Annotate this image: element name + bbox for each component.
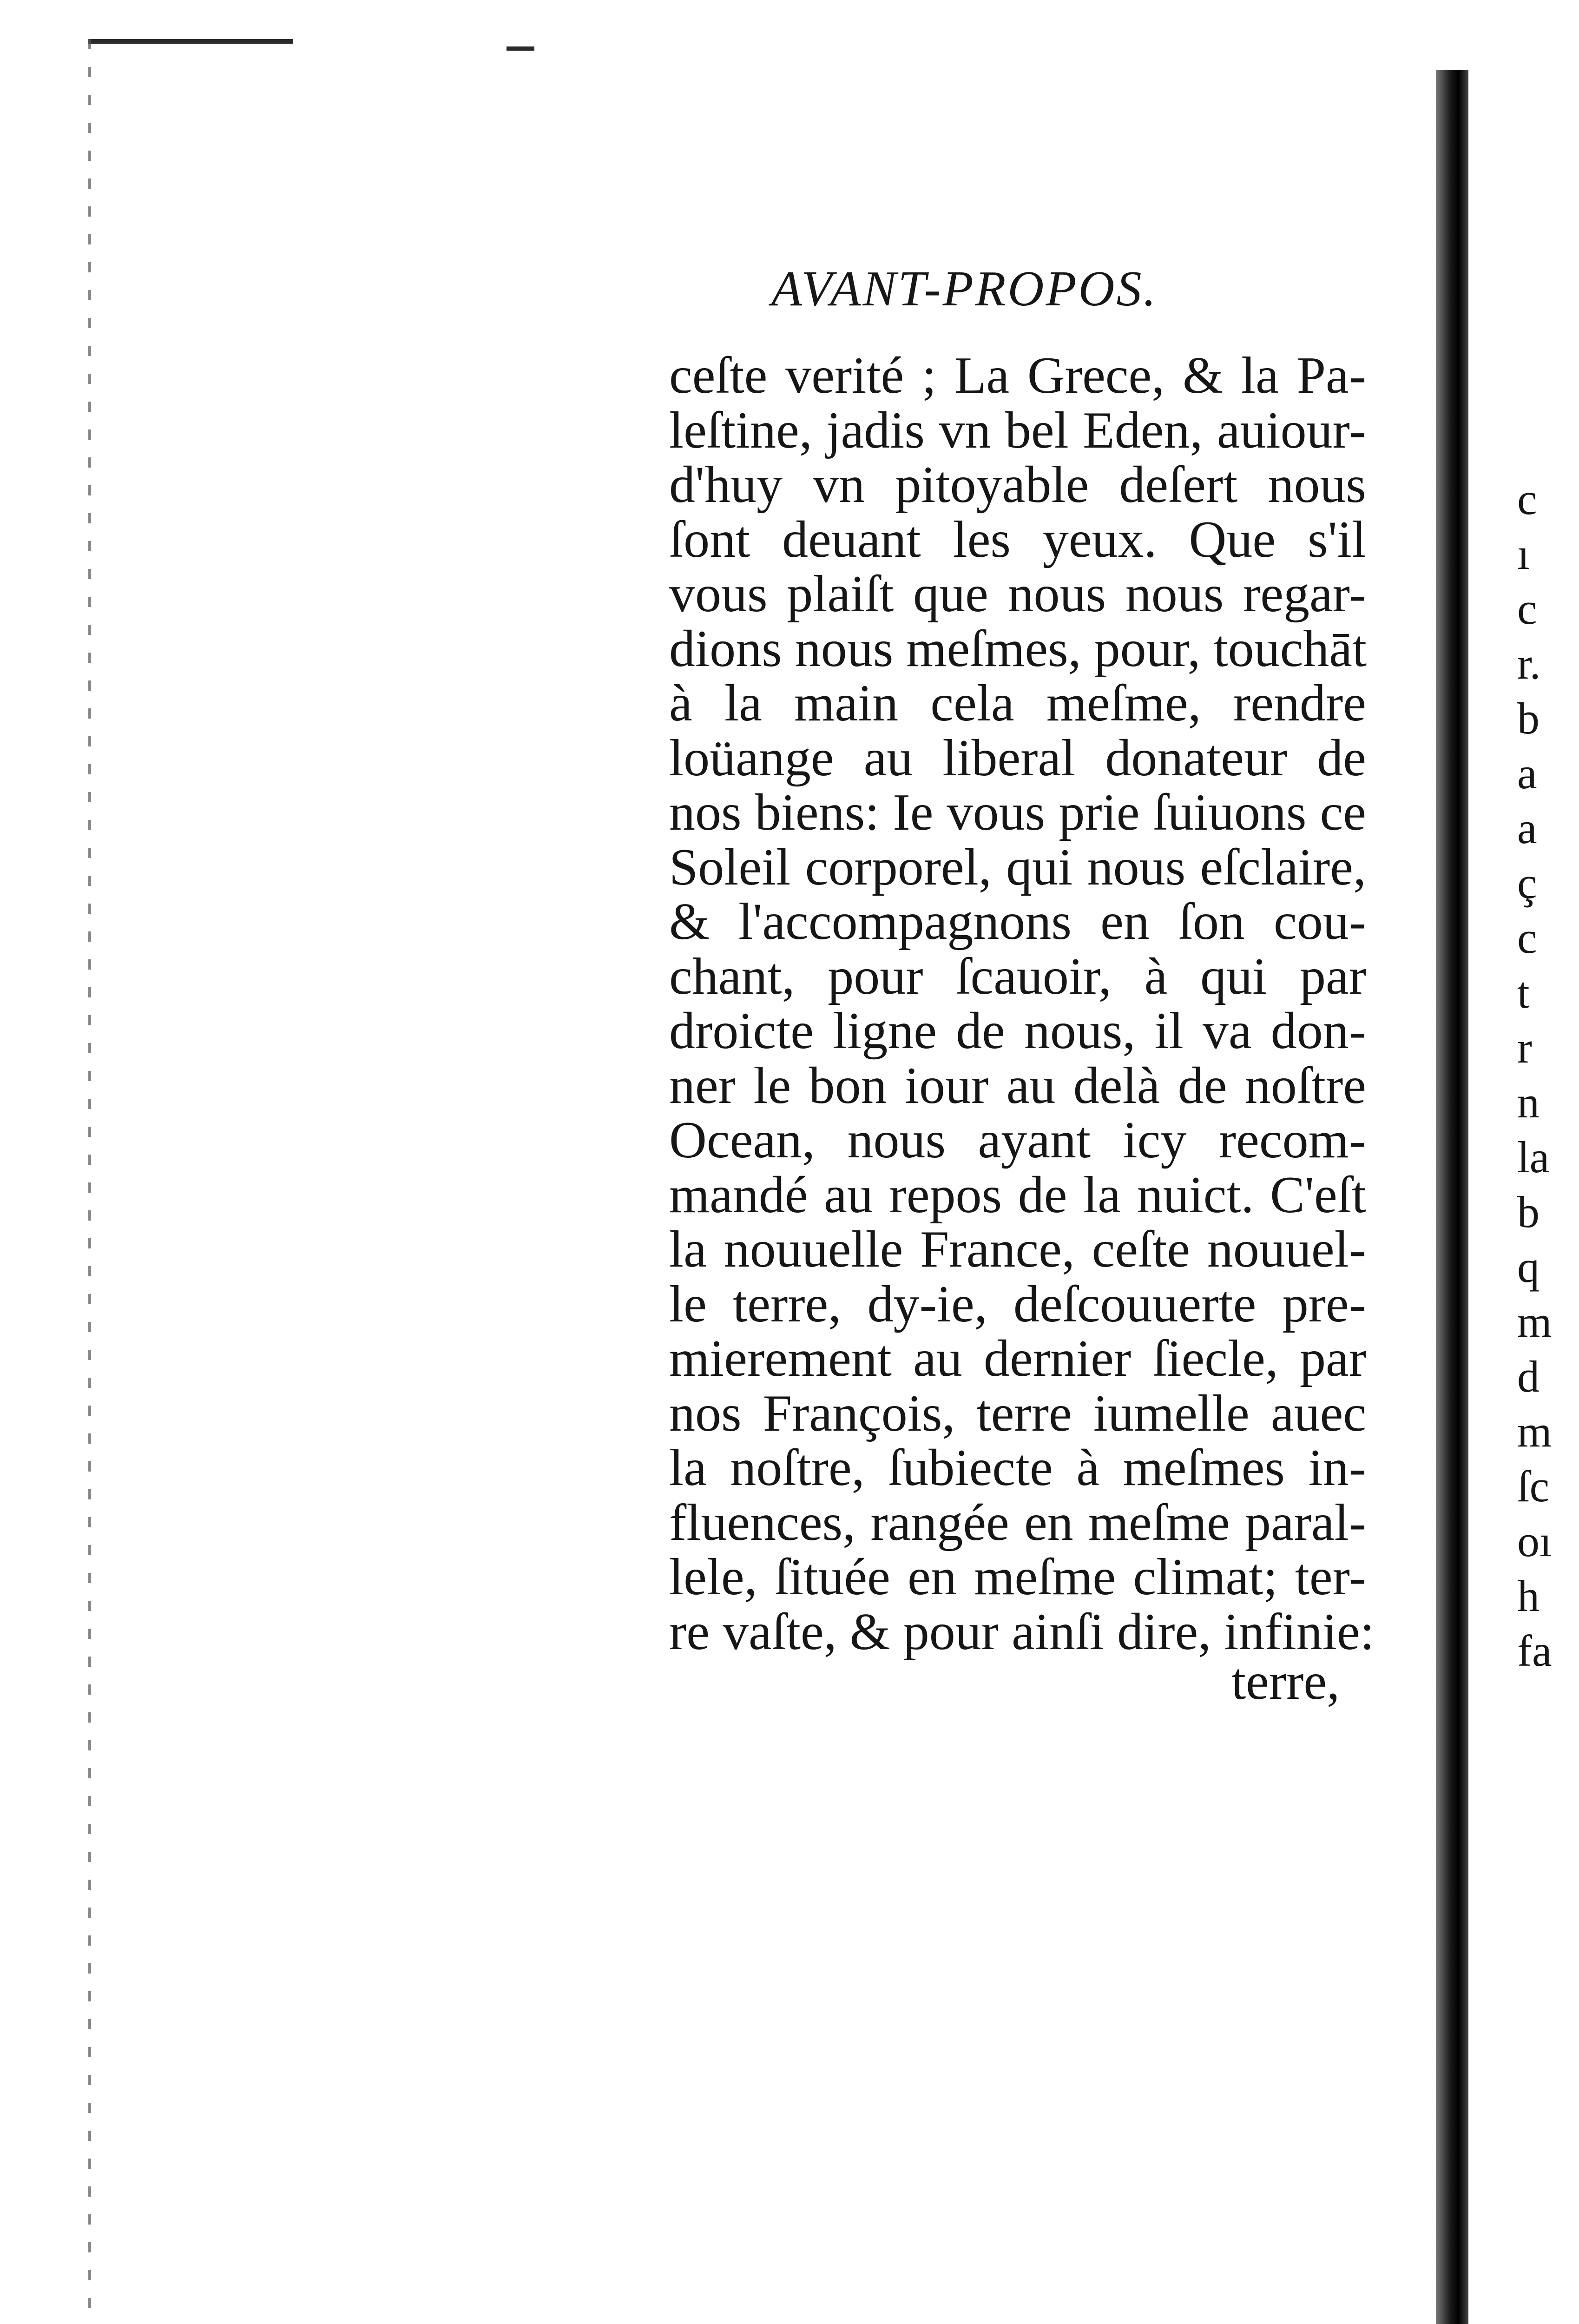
- text-line: la noſtre, ſubiecte à meſmes in-: [669, 1439, 1366, 1497]
- text-line: fluences, rangée en meſme paral-: [669, 1493, 1366, 1552]
- facing-page-letter: r: [1517, 1023, 1532, 1072]
- text-line: ceſte verité ; La Grece, & la Pa-: [669, 347, 1366, 404]
- facing-page-letter: b: [1517, 1187, 1540, 1237]
- text-line: Ocean, nous ayant icy recom-: [669, 1111, 1366, 1169]
- facing-page-letter: c: [1517, 584, 1537, 634]
- binding-gutter-shadow: [1436, 70, 1468, 2324]
- facing-page-letter: c: [1517, 474, 1537, 524]
- facing-page-letter: r.: [1517, 639, 1541, 688]
- facing-page-letter: a: [1517, 748, 1537, 798]
- facing-page-letter: m: [1517, 1297, 1552, 1347]
- facing-page-letter: m: [1517, 1406, 1552, 1456]
- facing-page-letter: h: [1517, 1571, 1540, 1621]
- text-line: nos François, terre iumelle auec: [669, 1384, 1366, 1442]
- body-text: [669, 347, 1375, 1661]
- top-border-rule: [88, 39, 293, 44]
- text-line: re vaſte, & pour ainſi dire, infinie:: [669, 1603, 1375, 1661]
- text-line: vous plaiſt que nous nous regar-: [669, 565, 1366, 623]
- facing-page-letter: a: [1517, 803, 1537, 853]
- facing-page-letter: c: [1517, 913, 1537, 963]
- running-head: AVANT-PROPOS.: [771, 261, 1158, 317]
- text-line: nos biens: Ie vous prie ſuiuons ce: [669, 784, 1366, 841]
- text-line: ner le bon iour au delà de noſtre: [669, 1056, 1366, 1115]
- catchword: terre,: [1231, 1653, 1340, 1710]
- facing-page-letter: oı: [1517, 1516, 1552, 1566]
- facing-page-letter: fa: [1517, 1626, 1552, 1676]
- facing-page-letter: la: [1517, 1132, 1550, 1182]
- text-line: chant, pour ſcauoir, à qui par: [669, 947, 1366, 1005]
- facing-page-letter: ſc: [1517, 1461, 1550, 1511]
- text-line: mierement au dernier ſiecle, par: [669, 1330, 1366, 1387]
- facing-page-letter: d: [1517, 1352, 1540, 1401]
- facing-page-letter: q: [1517, 1242, 1540, 1292]
- left-page-edge: [88, 39, 91, 2324]
- facing-page-letter: ç: [1517, 858, 1537, 908]
- text-line: loüange au liberal donateur de: [669, 729, 1366, 787]
- facing-page-letter: n: [1517, 1077, 1540, 1127]
- text-line: Soleil corporel, qui nous eſclaire,: [669, 838, 1366, 896]
- facing-page-fragment: [1517, 472, 1573, 1678]
- text-line: droicte ligne de nous, il va don-: [669, 1002, 1366, 1060]
- top-border-mark: [507, 46, 534, 51]
- facing-page-letter: ı: [1517, 529, 1530, 579]
- text-line: lele, ſituée en meſme climat; ter-: [669, 1548, 1366, 1606]
- text-line: & l'accompagnons en ſon cou-: [669, 893, 1366, 951]
- text-line: le terre, dy-ie, deſcouuerte pre-: [669, 1275, 1366, 1333]
- text-line: la nouuelle France, ceſte nouuel-: [669, 1221, 1366, 1278]
- facing-page-letter: t: [1517, 968, 1530, 1017]
- text-line: d'huy vn pitoyable deſert nous: [669, 456, 1366, 514]
- text-line: dions nous meſmes, pour, touchāt: [669, 620, 1367, 678]
- text-line: mandé au repos de la nuict. C'eſt: [669, 1166, 1366, 1224]
- facing-page-letter: b: [1517, 693, 1540, 743]
- text-line: ſont deuant les yeux. Que s'il: [669, 510, 1366, 568]
- text-line: à la main cela meſme, rendre: [669, 674, 1366, 732]
- text-line: leſtine, jadis vn bel Eden, auiour-: [669, 401, 1366, 459]
